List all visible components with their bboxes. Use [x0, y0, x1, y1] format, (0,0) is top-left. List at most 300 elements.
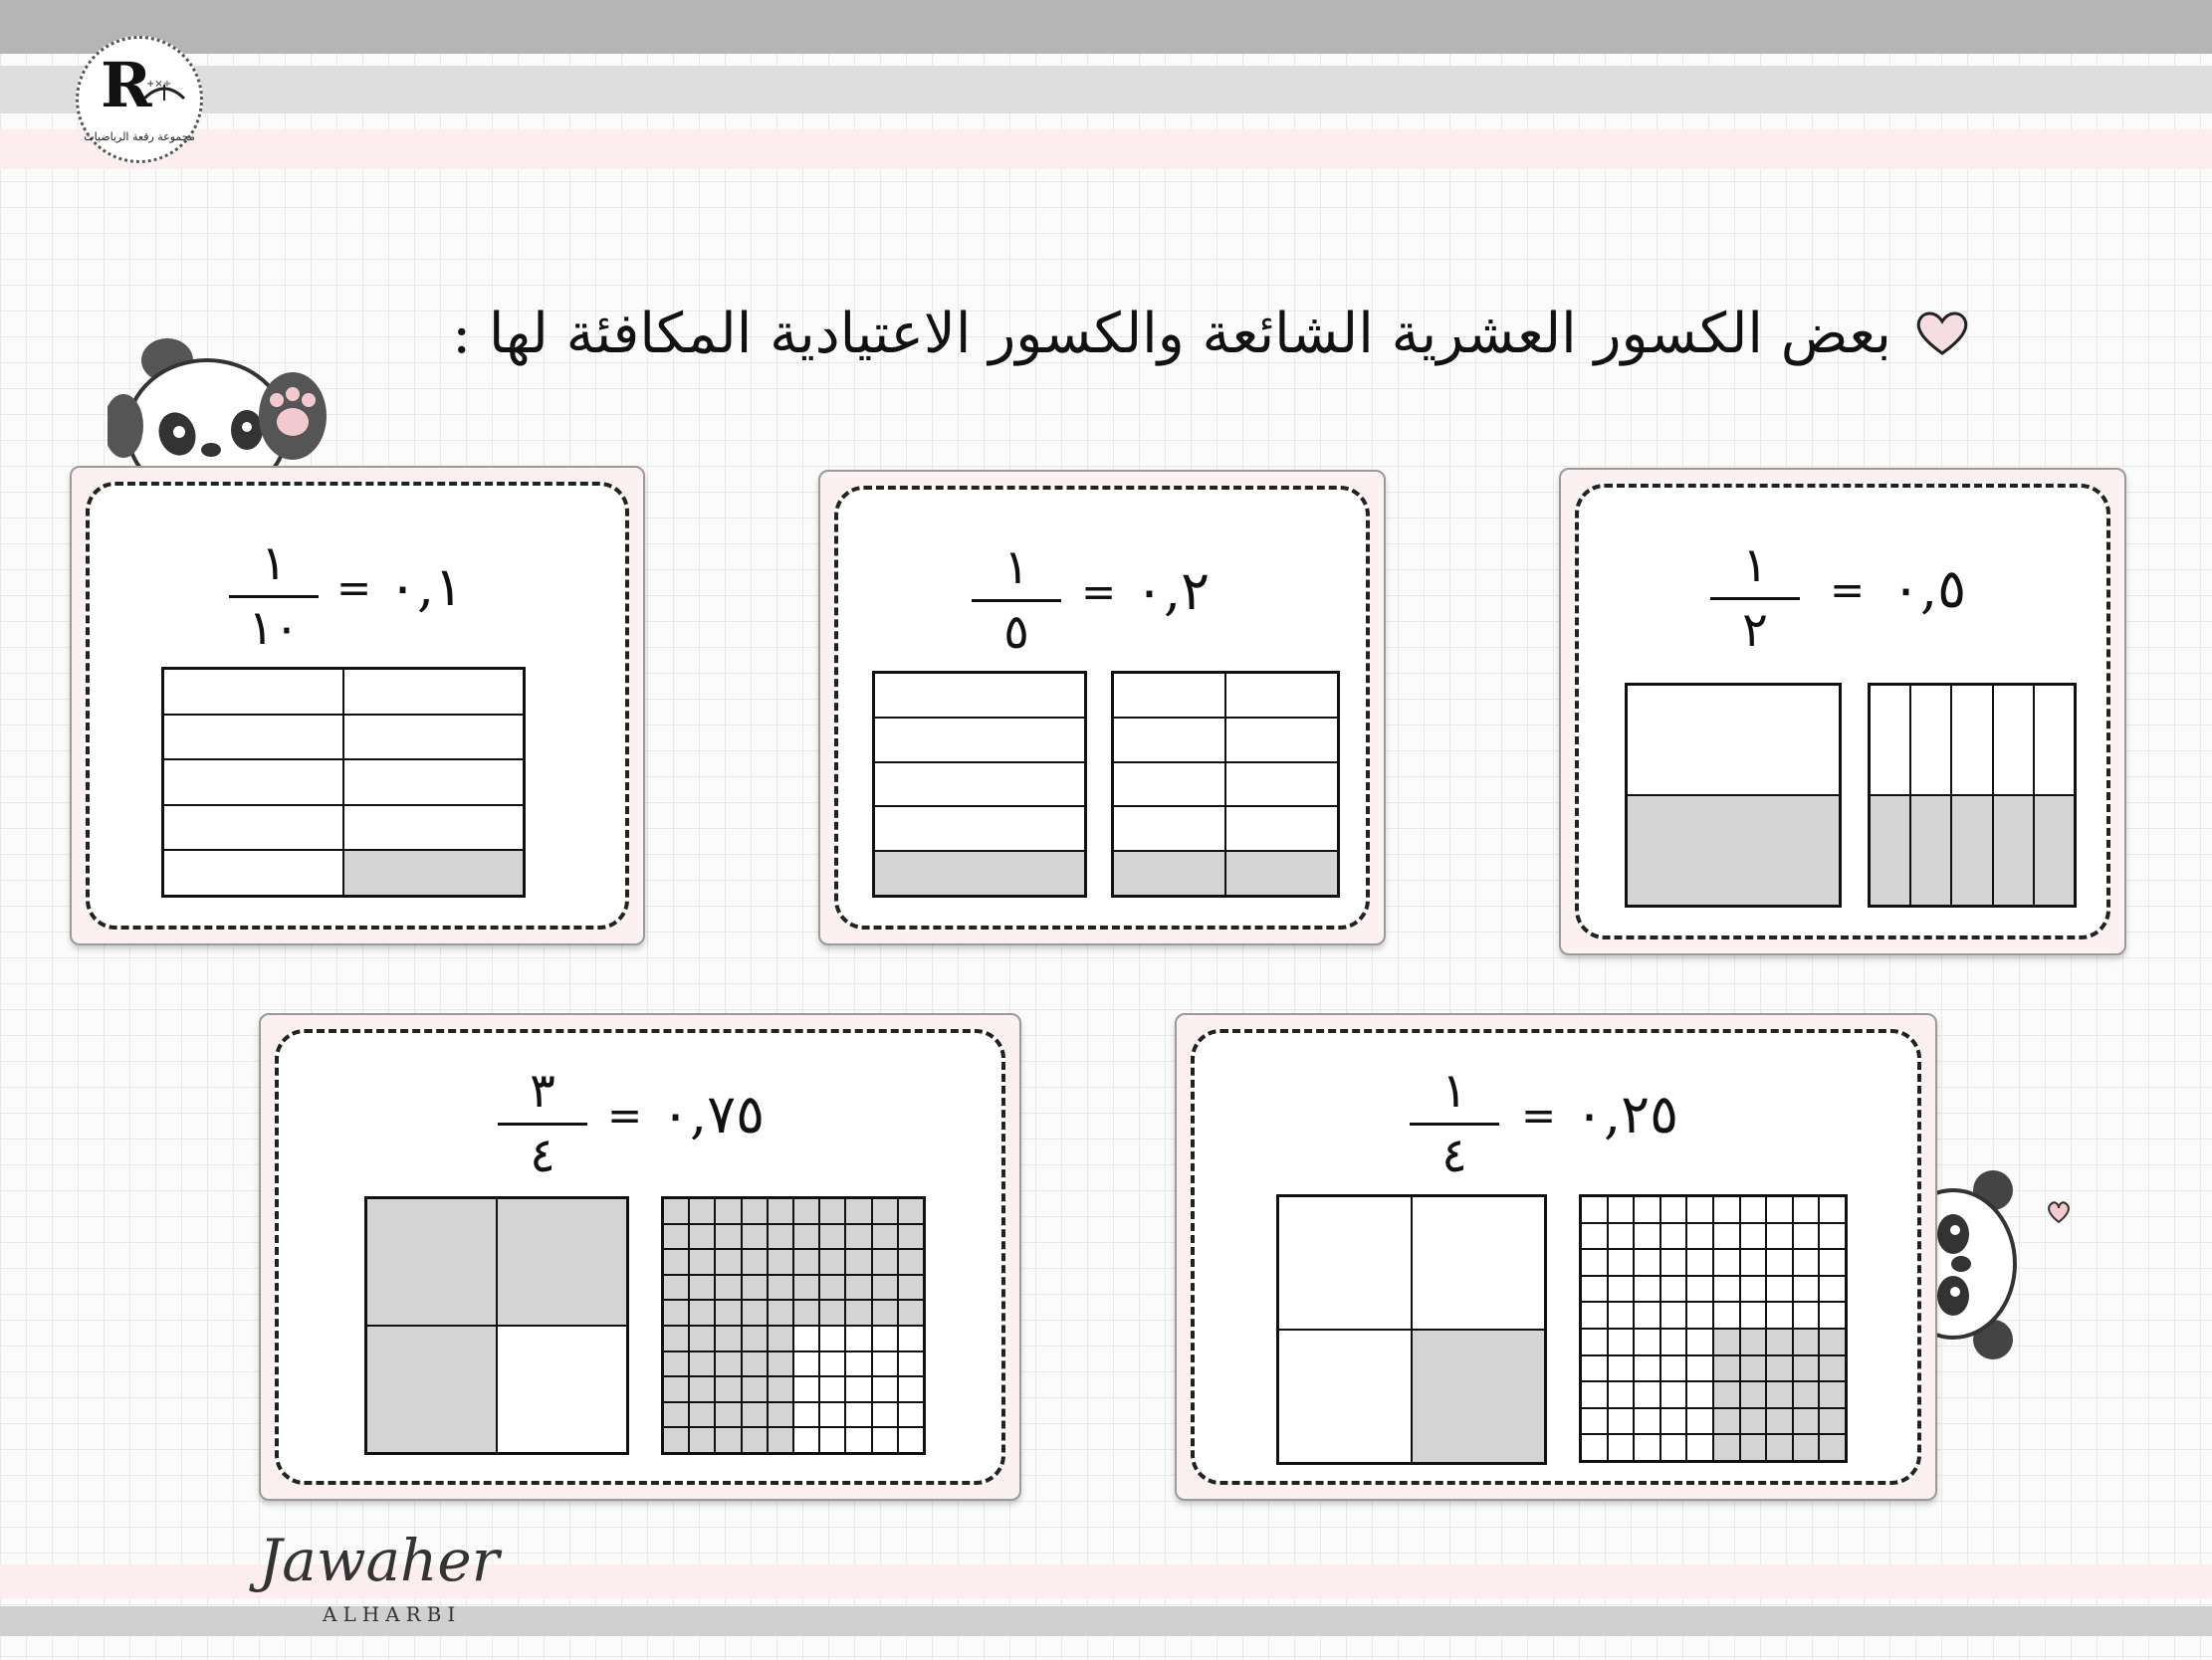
strip-model	[872, 671, 1087, 898]
card-one-tenth	[70, 466, 645, 945]
equals-sign: =	[1830, 565, 1866, 614]
model-cell	[768, 1351, 793, 1377]
equals-sign: =	[607, 1091, 643, 1140]
model-cell	[1766, 1434, 1793, 1461]
model-cell	[1581, 1302, 1608, 1329]
model-cell	[1660, 1355, 1687, 1382]
model-cell	[898, 1249, 924, 1275]
model-cell	[1793, 1408, 1820, 1435]
model-cell	[1713, 1381, 1740, 1408]
model-cell	[497, 1198, 627, 1326]
card-one-half	[1559, 468, 2126, 955]
model-cell	[1581, 1381, 1608, 1408]
model-cell	[1581, 1276, 1608, 1303]
model-cell	[497, 1326, 627, 1453]
model-cell	[819, 1402, 845, 1428]
card-frame	[1575, 484, 2110, 939]
model-cell	[819, 1300, 845, 1326]
signature-surname: ALHARBI	[323, 1602, 462, 1626]
numerator: ١	[229, 535, 319, 598]
model-cell	[689, 1224, 715, 1250]
model-cell	[1713, 1223, 1740, 1250]
model-cell	[1713, 1276, 1740, 1303]
model-cell	[689, 1249, 715, 1275]
model-cell	[663, 1198, 689, 1224]
top-band-pink	[0, 129, 2212, 169]
model-cell	[689, 1198, 715, 1224]
model-cell	[1113, 718, 1225, 762]
model-cell	[663, 1300, 689, 1326]
grid-model	[1868, 683, 2077, 908]
numerator: ١	[972, 539, 1061, 602]
model-cell	[742, 1198, 768, 1224]
model-cell	[819, 1326, 845, 1351]
model-cell	[663, 1275, 689, 1301]
model-cell	[1581, 1249, 1608, 1276]
model-cell	[343, 759, 524, 805]
decimal-value: ٠,١	[388, 555, 464, 618]
model-cell	[845, 1224, 871, 1250]
model-cell	[1634, 1276, 1660, 1303]
model-cell	[1819, 1434, 1846, 1461]
model-cell	[793, 1376, 819, 1402]
model-cell	[1634, 1249, 1660, 1276]
model-cell	[1608, 1276, 1635, 1303]
model-cell	[1793, 1381, 1820, 1408]
model-cell	[1608, 1329, 1635, 1355]
model-cell	[1766, 1329, 1793, 1355]
model-cell	[793, 1275, 819, 1301]
model-cell	[163, 715, 343, 760]
model-cell	[1113, 762, 1225, 807]
model-cell	[1686, 1329, 1713, 1355]
model-cell	[872, 1427, 898, 1453]
model-cell	[1113, 673, 1225, 718]
model-cell	[366, 1326, 497, 1453]
card-frame	[86, 482, 629, 930]
model-cell	[1581, 1434, 1608, 1461]
equation	[279, 1053, 1001, 1192]
model-cell	[1608, 1434, 1635, 1461]
model-cell	[845, 1402, 871, 1428]
model-cell	[1740, 1276, 1767, 1303]
hundred-grid-model	[1579, 1194, 1848, 1463]
model-cell	[1686, 1355, 1713, 1382]
model-cell	[898, 1300, 924, 1326]
model-cell	[1819, 1302, 1846, 1329]
signature-name: Jawaher	[259, 1527, 500, 1594]
decimal-value: ٠,٢٥	[1575, 1083, 1679, 1145]
model-cell	[1686, 1196, 1713, 1223]
model-cell	[2034, 795, 2075, 906]
model-cell	[1740, 1329, 1767, 1355]
model-cell	[1740, 1355, 1767, 1382]
model-cell	[1910, 795, 1951, 906]
model-cell	[1225, 806, 1338, 851]
model-cell	[793, 1224, 819, 1250]
model-cell	[872, 1224, 898, 1250]
model-cell	[1581, 1408, 1608, 1435]
model-cell	[1713, 1196, 1740, 1223]
model-cell	[768, 1376, 793, 1402]
model-cell	[1766, 1276, 1793, 1303]
model-cell	[768, 1427, 793, 1453]
decimal-value: ٠,٥	[1891, 557, 1967, 620]
model-cell	[1581, 1223, 1608, 1250]
model-cell	[663, 1427, 689, 1453]
model-cell	[793, 1300, 819, 1326]
model-cell	[819, 1249, 845, 1275]
model-cell	[1660, 1408, 1687, 1435]
denominator: ٤	[1441, 1128, 1467, 1183]
model-cell	[1766, 1223, 1793, 1250]
model-cell	[1634, 1196, 1660, 1223]
model-cell	[715, 1376, 741, 1402]
model-cell	[845, 1300, 871, 1326]
model-cell	[1686, 1302, 1713, 1329]
model-cell	[1793, 1302, 1820, 1329]
model-cell	[819, 1198, 845, 1224]
model-cell	[689, 1427, 715, 1453]
model-cell	[1634, 1329, 1660, 1355]
model-cell	[663, 1249, 689, 1275]
model-cell	[1793, 1329, 1820, 1355]
grid-model	[1111, 671, 1340, 898]
denominator: ٢	[1742, 602, 1768, 658]
model-cell	[715, 1300, 741, 1326]
equation	[90, 525, 625, 665]
page-title	[368, 289, 1971, 378]
model-cell	[663, 1402, 689, 1428]
model-cell	[742, 1300, 768, 1326]
model-cell	[1608, 1249, 1635, 1276]
model-cell	[1278, 1196, 1412, 1330]
model-cell	[1634, 1434, 1660, 1461]
model-cell	[715, 1326, 741, 1351]
model-cell	[663, 1376, 689, 1402]
strip-model	[1625, 683, 1842, 908]
model-cell	[742, 1351, 768, 1377]
model-cell	[872, 1376, 898, 1402]
model-cell	[1660, 1276, 1687, 1303]
model-cell	[715, 1224, 741, 1250]
model-cell	[1660, 1434, 1687, 1461]
model-cell	[663, 1224, 689, 1250]
panda-illustration	[108, 330, 327, 470]
model-cell	[1412, 1196, 1545, 1330]
model-cell	[1819, 1381, 1846, 1408]
model-cell	[1793, 1355, 1820, 1382]
model-cell	[1225, 718, 1338, 762]
model-cell	[874, 673, 1085, 718]
model-cell	[663, 1326, 689, 1351]
model-cell	[1766, 1302, 1793, 1329]
equals-sign: =	[1081, 567, 1117, 616]
model-cell	[1634, 1381, 1660, 1408]
page-title-text: بعض الكسور العشرية الشائعة والكسور الاعتيادية المكافئة لها :	[452, 301, 1891, 366]
model-cell	[1740, 1434, 1767, 1461]
card-frame	[1191, 1029, 1921, 1485]
model-cell	[845, 1249, 871, 1275]
square-model	[1276, 1194, 1547, 1465]
model-cell	[1819, 1329, 1846, 1355]
model-cell	[366, 1198, 497, 1326]
model-cell	[1766, 1408, 1793, 1435]
model-cell	[715, 1275, 741, 1301]
decimal-value: ٠,٧٥	[661, 1083, 766, 1145]
model-cell	[872, 1275, 898, 1301]
numerator: ١	[1710, 537, 1800, 600]
book-icon	[140, 73, 188, 106]
model-cell	[1225, 851, 1338, 896]
model-cell	[1870, 795, 1910, 906]
model-cell	[1660, 1381, 1687, 1408]
model-cell	[1608, 1408, 1635, 1435]
model-cell	[742, 1402, 768, 1428]
model-cell	[1660, 1196, 1687, 1223]
model-cell	[1713, 1434, 1740, 1461]
square-model	[364, 1196, 629, 1455]
model-cell	[715, 1249, 741, 1275]
model-cell	[1581, 1196, 1608, 1223]
model-cell	[768, 1275, 793, 1301]
model-cell	[1910, 685, 1951, 795]
model-cell	[1660, 1329, 1687, 1355]
model-cell	[1793, 1434, 1820, 1461]
model-cell	[1793, 1223, 1820, 1250]
card-one-quarter	[1175, 1013, 1937, 1501]
model-cell	[1581, 1329, 1608, 1355]
model-cell	[343, 850, 524, 896]
model-cell	[874, 806, 1085, 851]
card-frame	[834, 486, 1370, 930]
model-cell	[689, 1300, 715, 1326]
model-cell	[874, 851, 1085, 896]
model-cell	[343, 669, 524, 715]
model-cell	[1113, 851, 1225, 896]
model-cell	[1740, 1408, 1767, 1435]
model-cell	[715, 1351, 741, 1377]
model-cell	[898, 1402, 924, 1428]
model-cell	[898, 1275, 924, 1301]
model-cell	[872, 1249, 898, 1275]
model-cell	[872, 1326, 898, 1351]
model-cell	[898, 1376, 924, 1402]
model-cell	[343, 805, 524, 851]
model-cell	[845, 1376, 871, 1402]
model-cell	[1766, 1355, 1793, 1382]
svg-text:+×÷: +×÷	[146, 79, 172, 90]
equals-sign: =	[1521, 1091, 1557, 1140]
numerator: ١	[1410, 1063, 1499, 1126]
model-cell	[1627, 685, 1840, 795]
model-cell	[1713, 1249, 1740, 1276]
model-cell	[845, 1326, 871, 1351]
model-cell	[898, 1427, 924, 1453]
model-cell	[1686, 1223, 1713, 1250]
model-cell	[793, 1249, 819, 1275]
model-cell	[793, 1198, 819, 1224]
model-cell	[872, 1300, 898, 1326]
card-three-quarters	[259, 1013, 1021, 1501]
model-cell	[793, 1326, 819, 1351]
model-cell	[898, 1351, 924, 1377]
panda-peek-illustration	[1931, 1164, 2071, 1363]
model-cell	[872, 1402, 898, 1428]
fraction	[972, 539, 1061, 660]
model-cell	[1608, 1381, 1635, 1408]
model-cell	[2034, 685, 2075, 795]
model-cell	[1608, 1355, 1635, 1382]
model-cell	[898, 1198, 924, 1224]
model-cell	[1713, 1408, 1740, 1435]
model-cell	[872, 1198, 898, 1224]
model-cell	[768, 1326, 793, 1351]
card-frame	[275, 1029, 1005, 1485]
model-cell	[1993, 795, 2034, 906]
signature	[239, 1527, 498, 1636]
model-cell	[1608, 1223, 1635, 1250]
model-cell	[1713, 1302, 1740, 1329]
model-cell	[1713, 1329, 1740, 1355]
equation	[838, 529, 1366, 669]
model-cell	[1686, 1408, 1713, 1435]
top-band-dark	[0, 0, 2212, 54]
model-cell	[163, 759, 343, 805]
model-cell	[1740, 1196, 1767, 1223]
denominator: ١٠	[248, 600, 300, 656]
decimal-value: ٠,٢	[1135, 559, 1211, 622]
top-band-light	[0, 66, 2212, 113]
model-cell	[898, 1224, 924, 1250]
model-cell	[1793, 1276, 1820, 1303]
model-cell	[1766, 1196, 1793, 1223]
model-cell	[819, 1427, 845, 1453]
model-cell	[1225, 673, 1338, 718]
model-cell	[1686, 1276, 1713, 1303]
model-cell	[1634, 1355, 1660, 1382]
model-cell	[819, 1275, 845, 1301]
model-cell	[845, 1427, 871, 1453]
model-cell	[689, 1326, 715, 1351]
model-cell	[1819, 1276, 1846, 1303]
model-cell	[1634, 1408, 1660, 1435]
model-cell	[1581, 1355, 1608, 1382]
model-cell	[793, 1427, 819, 1453]
model-cell	[793, 1402, 819, 1428]
model-cell	[1819, 1355, 1846, 1382]
fraction	[1710, 537, 1800, 658]
model-cell	[689, 1351, 715, 1377]
model-cell	[1766, 1249, 1793, 1276]
model-cell	[793, 1351, 819, 1377]
model-cell	[1951, 685, 1992, 795]
model-cell	[163, 805, 343, 851]
logo-letter: R	[101, 49, 152, 121]
model-cell	[1993, 685, 2034, 795]
model-cell	[1608, 1302, 1635, 1329]
model-cell	[1819, 1196, 1846, 1223]
model-cell	[689, 1275, 715, 1301]
model-cell	[1819, 1223, 1846, 1250]
model-cell	[663, 1351, 689, 1377]
fraction	[498, 1063, 587, 1183]
model-cell	[163, 850, 343, 896]
logo	[76, 36, 203, 163]
model-cell	[1634, 1223, 1660, 1250]
model-cell	[1660, 1302, 1687, 1329]
equation	[1195, 1053, 1917, 1192]
model-cell	[715, 1198, 741, 1224]
model-cell	[1686, 1434, 1713, 1461]
model-cell	[742, 1249, 768, 1275]
model-cell	[768, 1300, 793, 1326]
model-cell	[819, 1351, 845, 1377]
model-cell	[715, 1402, 741, 1428]
model-cell	[1819, 1249, 1846, 1276]
model-cell	[1627, 795, 1840, 906]
model-cell	[819, 1224, 845, 1250]
model-cell	[845, 1351, 871, 1377]
model-cell	[689, 1402, 715, 1428]
model-cell	[163, 669, 343, 715]
model-cell	[742, 1376, 768, 1402]
model-cell	[845, 1198, 871, 1224]
model-cell	[1793, 1249, 1820, 1276]
model-cell	[1608, 1196, 1635, 1223]
model-cell	[742, 1427, 768, 1453]
model-cell	[1793, 1196, 1820, 1223]
model-cell	[1686, 1381, 1713, 1408]
equation	[1579, 527, 2106, 667]
model-cell	[1113, 806, 1225, 851]
model-cell	[1660, 1223, 1687, 1250]
model-cell	[742, 1275, 768, 1301]
model-cell	[1819, 1408, 1846, 1435]
card-one-fifth	[818, 470, 1386, 945]
heart-icon	[1913, 309, 1971, 358]
numerator: ٣	[498, 1063, 587, 1126]
model-cell	[715, 1427, 741, 1453]
model-cell	[768, 1402, 793, 1428]
model-cell	[1412, 1330, 1545, 1463]
model-cell	[874, 762, 1085, 807]
model-cell	[1870, 685, 1910, 795]
model-cell	[768, 1198, 793, 1224]
denominator: ٥	[1003, 604, 1029, 660]
model-cell	[872, 1351, 898, 1377]
model-cell	[1740, 1223, 1767, 1250]
model-cell	[768, 1224, 793, 1250]
model-cell	[1660, 1249, 1687, 1276]
denominator: ٤	[530, 1128, 555, 1183]
model-cell	[1713, 1355, 1740, 1382]
model-cell	[874, 718, 1085, 762]
model-cell	[1225, 762, 1338, 807]
model-cell	[742, 1326, 768, 1351]
model-cell	[1740, 1381, 1767, 1408]
model-cell	[343, 715, 524, 760]
model-cell	[1278, 1330, 1412, 1463]
model-cell	[898, 1326, 924, 1351]
fraction	[229, 535, 319, 656]
model-cell	[742, 1224, 768, 1250]
model-cell	[1740, 1249, 1767, 1276]
model-cell	[1951, 795, 1992, 906]
model-cell	[689, 1376, 715, 1402]
model-cell	[1740, 1302, 1767, 1329]
model-cell	[845, 1275, 871, 1301]
